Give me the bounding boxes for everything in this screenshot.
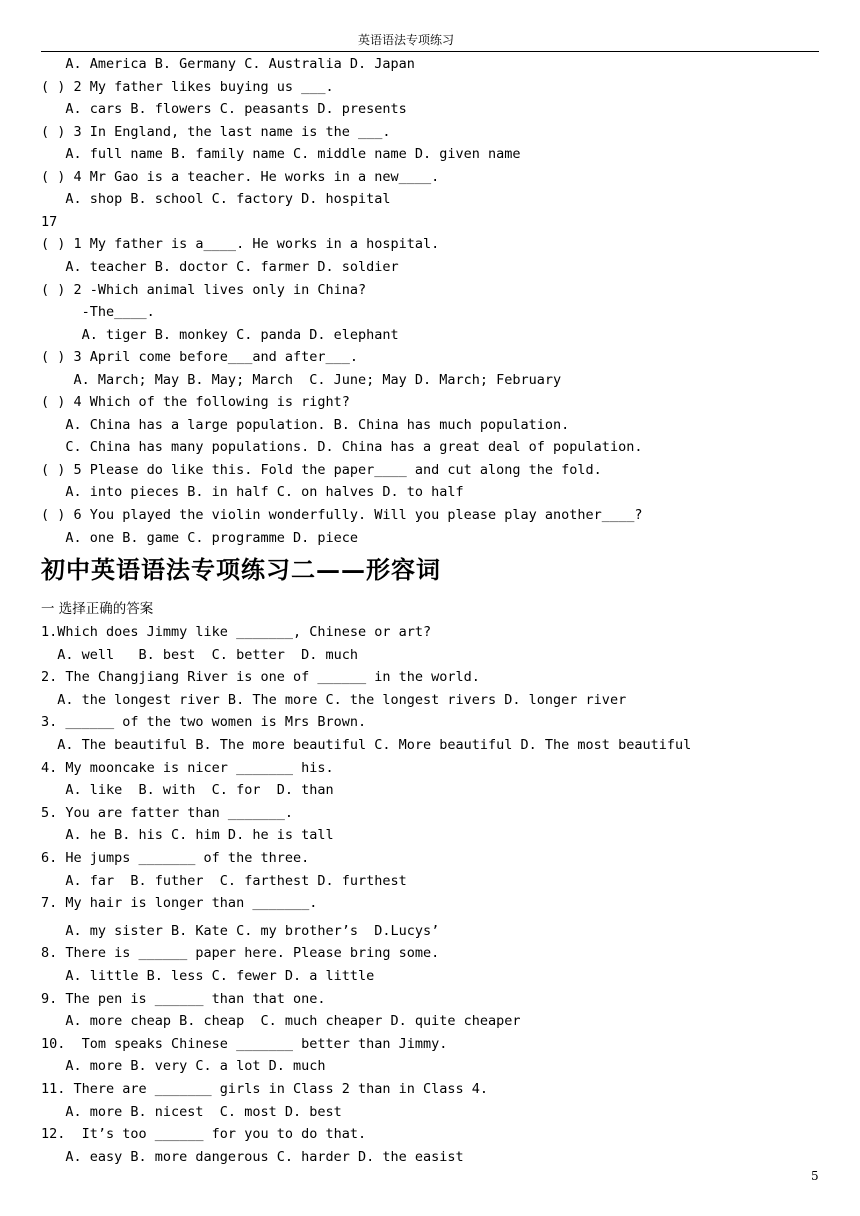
header-title: 英语语法专项练习 — [357, 33, 454, 47]
text-line: 2. The Changjiang River is one of ______ in the world. — [41, 669, 480, 686]
text-line: A. well B. best C. better D. much — [41, 646, 358, 663]
text-line: 5. You are fatter than _______. — [41, 804, 293, 821]
text-line: 10. Tom speaks Chinese _______ better than Jimmy. — [41, 1035, 448, 1052]
text-line: 4. My mooncake is nicer _______ his. — [41, 759, 334, 776]
page-number: 5 — [811, 1169, 819, 1183]
text-line: ( ) 2 My father likes buying us ___. — [41, 78, 334, 95]
text-line: ( ) 4 Which of the following is right? — [41, 394, 350, 411]
text-line: ( ) 3 April come before___and after___. — [41, 349, 358, 366]
page-header — [41, 30, 819, 52]
text-line: A. more B. very C. a lot D. much — [41, 1058, 326, 1075]
text-line: ( ) 2 -Which animal lives only in China? — [41, 281, 367, 298]
text-line: A. little B. less C. fewer D. a little — [41, 968, 375, 984]
text-line: A. easy B. more dangerous C. harder D. the easist — [41, 1148, 464, 1165]
text-line: A. more B. nicest C. most D. best — [41, 1103, 342, 1120]
section-instruction: 一 选择正确的答案 — [41, 601, 154, 617]
text-line: 3. ______ of the two women is Mrs Brown. — [41, 714, 367, 731]
text-line: A. into pieces B. in half C. on halves D. to half — [41, 484, 464, 501]
text-line: A. he B. his C. him D. he is tall — [41, 827, 334, 844]
text-line: A. full name B. family name C. middle name D. given name — [41, 146, 521, 163]
text-line: 11. There are _______ girls in Class 2 than in Class 4. — [41, 1081, 489, 1097]
text-line: ( ) 3 In England, the last name is the ___. — [41, 123, 391, 140]
text-line: A. tiger B. monkey C. panda D. elephant — [41, 326, 399, 343]
text-line: ( ) 6 You played the violin wonderfully. Will you please play another____? — [41, 507, 643, 523]
text-line: A. like B. with C. for D. than — [41, 782, 334, 799]
text-line: A. teacher B. doctor C. farmer D. soldier — [41, 258, 399, 275]
text-line: A. more cheap B. cheap C. much cheaper D. quite cheaper — [41, 1013, 521, 1030]
section-heading: 初中英语语法专项练习二——形容词 — [41, 555, 441, 584]
text-line: ( ) 5 Please do like this. Fold the paper____ and cut along the fold. — [41, 461, 602, 478]
text-line: A. the longest river B. The more C. the longest rivers D. longer river — [41, 691, 627, 708]
text-line: 17 — [41, 213, 58, 230]
text-line: A. far B. futher C. farthest D. furthest — [41, 872, 407, 889]
text-line: A. shop B. school C. factory D. hospital — [41, 191, 391, 208]
text-line: 9. The pen is ______ than that one. — [41, 990, 326, 1007]
text-line: 12. It’s too ______ for you to do that. — [41, 1126, 367, 1143]
text-line: A. cars B. flowers C. peasants D. presents — [41, 101, 407, 118]
text-line: 6. He jumps _______ of the three. — [41, 850, 310, 866]
text-line: A. The beautiful B. The more beautiful C. More beautiful D. The most beautiful — [41, 737, 692, 753]
text-line: -The____. — [41, 304, 155, 321]
text-line: 1.Which does Jimmy like _______, Chinese or art? — [41, 624, 432, 640]
text-line: ( ) 4 Mr Gao is a teacher. He works in a new____. — [41, 168, 440, 185]
text-line: 8. There is ______ paper here. Please bring some. — [41, 945, 440, 962]
text-line: ( ) 1 My father is a____. He works in a hospital. — [41, 236, 440, 253]
text-line: A. March; May B. May; March C. June; May D. March; February — [41, 371, 562, 388]
text-line: A. one B. game C. programme D. piece — [41, 529, 358, 546]
text-line: A. China has a large population. B. China has much population. — [41, 416, 570, 433]
text-line: C. China has many populations. D. China has a great deal of population. — [41, 439, 643, 456]
text-line: A. America B. Germany C. Australia D. Japan — [41, 56, 415, 72]
text-line: 7. My hair is longer than _______. — [41, 895, 318, 912]
text-line: A. my sister B. Kate C. my brother’s D.Lucys’ — [41, 922, 440, 939]
